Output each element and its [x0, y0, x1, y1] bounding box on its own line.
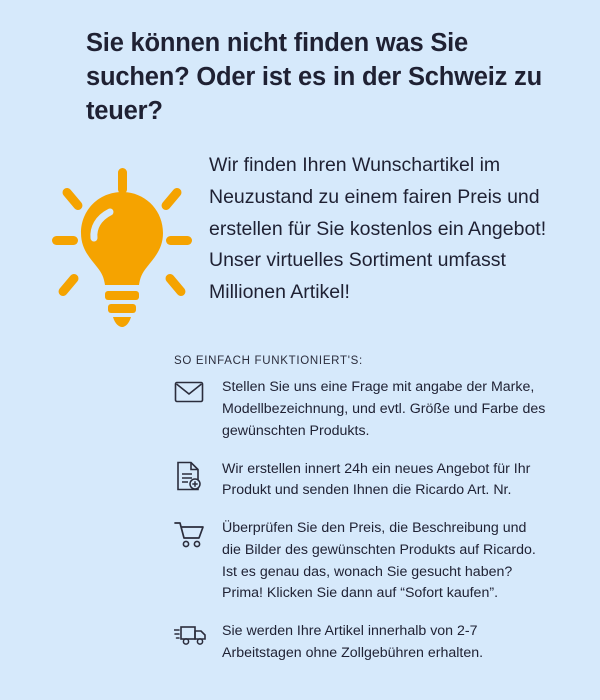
steps-title: SO EINFACH FUNKTIONIERT'S: [174, 355, 363, 368]
delivery-truck-icon [174, 621, 222, 647]
step-text: Wir erstellen innert 24h ein neues Angebot für Ihr Produkt und senden Ihnen die Ricardo Art. Nr. [222, 460, 531, 499]
step-text: Sie werden Ihre Artikel innerhalb von 2-7 Arbeitstagen ohne Zollgebühren erhalten. [222, 622, 484, 661]
hero-section [34, 146, 566, 333]
page-title: Sie können nicht finden was Sie suchen? Oder ist es in der Schweiz zu teuer? [86, 29, 542, 126]
document-add-icon [174, 459, 222, 491]
lightbulb-icon [34, 146, 209, 333]
steps-section [34, 355, 566, 676]
shopping-cart-icon [174, 518, 222, 548]
hero-paragraph: Wir finden Ihren Wunschartikel im Neuzustand zu einem fairen Preis und erstellen für Sie kostenlos ein Angebot! Unser virtuelles Sortiment umfasst Millionen Artikel! [209, 154, 547, 303]
envelope-icon [174, 377, 222, 405]
step-item [174, 377, 548, 454]
step-text: Stellen Sie uns eine Frage mit angabe der Marke, Modellbezeichnung, und evtl. Größe und Farbe des gewünschten Produkts. [222, 379, 546, 439]
step-item [174, 518, 548, 617]
step-item [174, 459, 548, 514]
step-item [174, 621, 548, 676]
step-text: Überprüfen Sie den Preis, die Beschreibung und die Bilder des gewünschten Produkts auf Ricardo. Ist es genau das, wonach Sie gesucht haben? Prima! Klicken Sie dann auf “Sofort kaufen”. [222, 520, 536, 602]
